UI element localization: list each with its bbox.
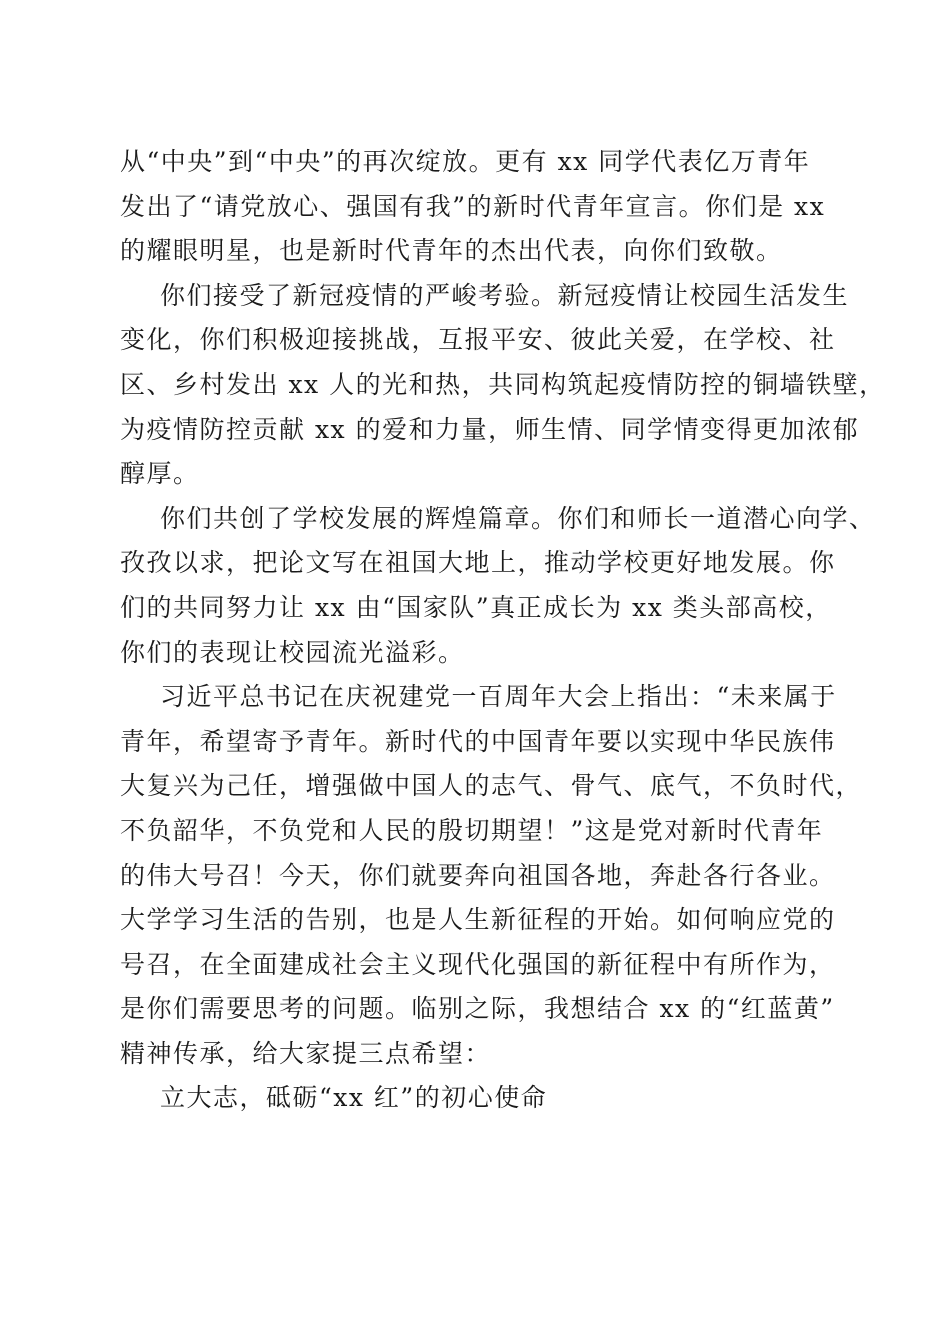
- text-line: 们的共同努力让 xx 由“国家队”真正成长为 xx 类头部高校，: [120, 592, 832, 622]
- text-line: 大复兴为己任，增强做中国人的志气、骨气、底气，不负时代，: [120, 771, 863, 801]
- text-line: 青年，希望寄予青年。新时代的中国青年要以实现中华民族伟: [120, 726, 836, 756]
- text-line: 号召，在全面建成社会主义现代化强国的新征程中有所作为，: [120, 949, 836, 979]
- text-line: 发出了“请党放心、强国有我”的新时代青年宣言。你们是 xx: [120, 191, 826, 221]
- text-line: 大学学习生活的告别，也是人生新征程的开始。如何响应党的: [120, 905, 836, 935]
- paragraph-start-line: 你们接受了新冠疫情的严峻考验。新冠疫情让校园生活发生: [160, 280, 850, 310]
- text-line: 不负韶华，不负党和人民的殷切期望！”这是党对新时代青年: [120, 815, 824, 845]
- text-line: 醇厚。: [120, 459, 200, 489]
- text-line: 为疫情防控贡献 xx 的爱和力量，师生情、同学情变得更加浓郁: [120, 414, 860, 444]
- text-line: 变化，你们积极迎接挑战，互报平安、彼此关爱，在学校、社: [120, 325, 836, 355]
- text-line: 的耀眼明星，也是新时代青年的杰出代表，向你们致敬。: [120, 236, 783, 266]
- body-text: [120, 140, 886, 1121]
- text-line: 是你们需要思考的问题。临别之际，我想结合 xx 的“红蓝黄”: [120, 994, 835, 1024]
- text-line: 你们的表现让校园流光溢彩。: [120, 637, 465, 667]
- paragraph-start-line: 你们共创了学校发展的辉煌篇章。你们和师长一道潜心向学、: [160, 503, 876, 533]
- text-line: 孜孜以求，把论文写在祖国大地上，推动学校更好地发展。你: [120, 548, 836, 578]
- paragraph-start-line: 习近平总书记在庆祝建党一百周年大会上指出：“未来属于: [160, 682, 837, 712]
- text-line: 从“中央”到“中央”的再次绽放。更有 xx 同学代表亿万青年: [120, 147, 811, 176]
- section-heading-line: 立大志，砥砺“xx 红”的初心使命: [160, 1083, 548, 1113]
- text-line: 区、乡村发出 xx 人的光和热，共同构筑起疫情防控的铜墙铁壁，: [120, 369, 886, 399]
- text-line: 的伟大号召！今天，你们就要奔向祖国各地，奔赴各行各业。: [120, 860, 836, 890]
- text-line: 精神传承，给大家提三点希望：: [120, 1038, 492, 1068]
